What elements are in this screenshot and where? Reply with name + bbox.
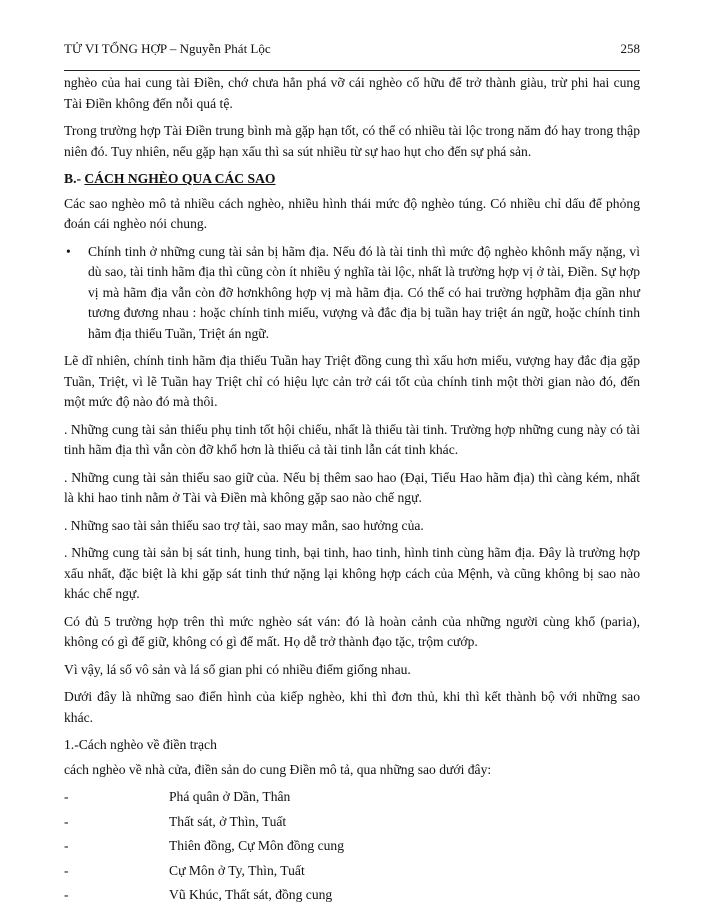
- list-text: Thiên đồng, Cự Môn đồng cung: [169, 838, 345, 853]
- star-list: [64, 787, 640, 906]
- paragraph: cách nghèo về nhà cửa, điền sản do cung Điền mô tả, qua những sao dưới đây:: [64, 761, 492, 777]
- paragraph: nghèo của hai cung tài Điền, chớ chưa hẳn phá vỡ cái nghèo cố hữu để trở thành giàu, trừ phi hai cung Tài Điền không đến nỗi quá tệ.: [64, 75, 640, 111]
- bullet-icon: •: [66, 243, 71, 259]
- list-text: Phá quân ở Dần, Thân: [169, 789, 291, 804]
- list-item: [64, 861, 640, 882]
- paragraph: Có đủ 5 trường hợp trên thì mức nghèo sát ván: đó là hoàn cảnh của những người cùng khổ (paria), không có gì để giữ, không có gì để mất. Họ dễ trở thành đạo tặc, trộm cướp.: [64, 613, 640, 649]
- list-text: Cự Môn ở Ty, Thìn, Tuất: [169, 862, 305, 878]
- section-prefix: B.-: [64, 171, 85, 186]
- list-item: [64, 787, 640, 808]
- paragraph: Vì vậy, lá số vô sản và lá số gian phi có nhiều điểm giống nhau.: [64, 661, 411, 677]
- page-header: [64, 41, 640, 57]
- list-text: Thất sát, ở Thìn, Tuất: [169, 813, 287, 829]
- section-title: CÁCH NGHÈO QUA CÁC SAO: [84, 171, 276, 186]
- header-title: TỬ VI TỔNG HỢP – Nguyễn Phát Lộc: [64, 41, 271, 56]
- list-text: Vũ Khúc, Thất sát, đồng cung: [169, 887, 333, 902]
- list-dash: -: [64, 887, 69, 902]
- paragraph: . Những sao tài sản thiếu sao trợ tài, sao may mắn, sao hưởng của.: [64, 517, 424, 533]
- bullet-paragraph: [64, 242, 640, 345]
- paragraph: . Những cung tài sản bị sát tinh, hung tinh, bại tinh, hao tinh, hình tinh cùng hãm địa. Đây là trường hợp xấu nhất, đặc biệt là khi gặp sát tinh thứ nặng lại không hợp cách của Mệnh, và cũng không bị sao nào khác chế ngự.: [64, 545, 640, 601]
- subheading: 1.-Cách nghèo về điền trạch: [64, 737, 217, 752]
- list-dash: -: [64, 862, 69, 878]
- section-heading: [64, 169, 640, 190]
- list-item: [64, 885, 640, 906]
- paragraph: . Những cung tài sản thiếu phụ tinh tốt hội chiếu, nhất là thiếu tài tinh. Trường hợp những cung này có tài tinh hãm địa thì vẫn còn đỡ khổ hơn là thiếu cả tài tinh lẫn cát tinh khác.: [64, 421, 640, 457]
- list-dash: -: [64, 789, 69, 804]
- header-rule: [64, 70, 640, 71]
- list-dash: -: [64, 813, 69, 829]
- page-number: 258: [620, 41, 640, 56]
- paragraph: Các sao nghèo mô tả nhiều cách nghèo, nhiều hình thái mức độ nghèo túng. Có nhiều chỉ dấu để phỏng đoán cái nghèo nói chung.: [64, 195, 640, 231]
- bullet-text: Chính tinh ở những cung tài sản bị hãm địa. Nếu đó là tài tinh thì mức độ nghèo khônh mấy nặng, vì dù sao, tài tinh hãm địa thì cũng còn ít nhiều ý nghĩa tài lộc, nhất là trường hợp vị ở tài, Điền. Sự hợp vị mà hãm địa vẫn còn đỡ hơnkhông hợp vị mà hãm địa. Có thể có hai trường hợphãm địa gần như tương đương nhau : hoặc chính tinh miếu, vượng và đắc địa bị tuần hay triệt án ngữ, hoặc chính tinh hãm địa thiếu Tuần, Triệt án ngữ.: [88, 243, 640, 341]
- paragraph: Lẽ dĩ nhiên, chính tinh hãm địa thiếu Tuần hay Triệt đồng cung thì xấu hơn miếu, vượng hay đắc địa gặp Tuần, Triệt, vì lẽ Tuần hay Triệt chỉ có hiệu lực cản trở cái tốt của chính tinh một thời gian nào đó, đến một mức độ nào đó mà thôi.: [64, 353, 640, 409]
- document-body: [64, 73, 640, 910]
- paragraph: Trong trường hợp Tài Điền trung bình mà gặp hạn tốt, có thể có nhiều tài lộc trong năm đó hay trong thập niên đó. Tuy nhiên, nếu gặp hạn xấu thì sa sút nhiều từ sự hao hụt cho đến sự phá sản.: [64, 123, 640, 159]
- paragraph: Dưới đây là những sao điển hình của kiếp nghèo, khi thì đơn thủ, khi thì kết thành bộ với những sao khác.: [64, 689, 640, 725]
- list-dash: -: [64, 838, 69, 853]
- list-item: [64, 836, 640, 857]
- list-item: [64, 812, 640, 833]
- paragraph: . Những cung tài sản thiếu sao giữ của. Nếu bị thêm sao hao (Đại, Tiểu Hao hãm địa) thì càng kém, nhất là khi hao tinh nằm ở Tài và Điền mà không gặp sao nào chế ngự.: [64, 469, 640, 505]
